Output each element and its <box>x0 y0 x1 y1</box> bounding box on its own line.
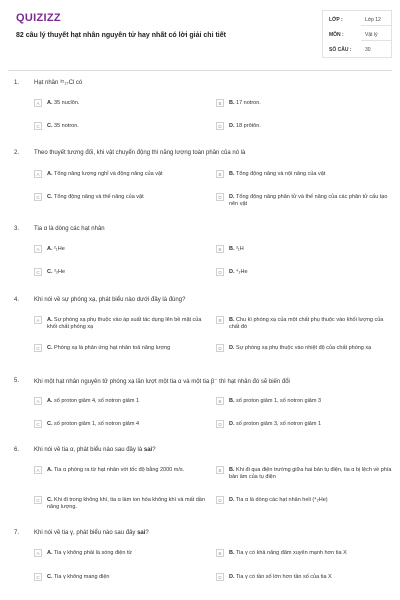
option-label: D. <box>229 574 237 580</box>
option-letter-box[interactable]: B <box>216 99 224 107</box>
option-letter-box[interactable]: C <box>34 496 42 504</box>
option-text: D. Tổng động năng phân tử và thế năng của các phân tử cấu tạo nên vật <box>229 194 388 207</box>
option-label: D. <box>229 269 237 275</box>
question-text: Hạt nhân ³⁵₁₇Cl có <box>34 80 83 86</box>
option-label: A. <box>47 398 55 404</box>
option-label: C. <box>47 345 55 351</box>
option-letter-box[interactable]: D <box>216 496 224 504</box>
option-text: A. Sự phóng xạ phụ thuộc vào áp suất tác dụng lên bề mặt của khối chất phóng xạ <box>47 317 202 330</box>
option-letter-box[interactable]: D <box>216 193 224 201</box>
option-label: B. <box>229 317 237 323</box>
option-letter-box[interactable]: B <box>216 466 224 474</box>
option-text: C. Tia γ không mang điện <box>47 574 110 580</box>
option-label: B. <box>229 550 237 556</box>
option-label: A. <box>47 467 55 473</box>
option-label: B. <box>229 246 237 252</box>
meta-key: SỐ CÂU : <box>329 47 352 53</box>
option-label: D. <box>229 123 237 129</box>
option-label: D. <box>229 497 237 503</box>
quizizz-logo: QUIZIZZ <box>16 12 61 24</box>
option-label: C. <box>47 497 55 503</box>
option-text: B. ³₁H <box>229 246 244 252</box>
option-text: A. ²₁He <box>47 246 65 252</box>
option-label: A. <box>47 246 55 252</box>
option-text: C. Khi đi trong không khí, tia α làm ion hóa không khí và mất dần năng lượng. <box>47 497 205 510</box>
option-label: D. <box>229 345 237 351</box>
question-text: Tia α là dòng các hạt nhân <box>34 226 105 232</box>
option-text: B. số proton giảm 1, số notron giảm 3 <box>229 398 322 404</box>
option-text: B. Chu kì phóng xạ của một chất phụ thuộc vào khối lượng của chất đó <box>229 317 384 330</box>
option-text: C. Tổng động năng và thế năng của vật <box>47 194 144 200</box>
question-text: Khi nói về tia γ, phát biểu nào sau đây sai? <box>34 530 149 536</box>
option-text: C. 35 notron. <box>47 123 79 129</box>
question-number: 6. <box>14 447 20 453</box>
question-number: 3. <box>14 226 20 232</box>
question-text: Khi nói về tia α, phát biểu nào sau đây là sai? <box>34 447 156 453</box>
option-label: B. <box>229 467 237 473</box>
question-number: 4. <box>14 297 20 303</box>
option-letter-box[interactable]: B <box>216 549 224 557</box>
option-letter-box[interactable]: C <box>34 344 42 352</box>
meta-key: MÔN : <box>329 32 344 38</box>
option-text: C. Phóng xạ là phản ứng hạt nhân toả năng lượng <box>47 345 171 351</box>
option-text: C. ³₂He <box>47 269 66 275</box>
option-letter-box[interactable]: A <box>34 397 42 405</box>
page-header <box>0 0 400 72</box>
option-text: A. Tia α phóng ra từ hạt nhân với tốc độ bằng 2000 m/s. <box>47 467 185 473</box>
option-label: D. <box>229 421 237 427</box>
option-text: D. Sự phóng xạ phụ thuộc vào nhiệt độ của chất phóng xạ <box>229 345 372 351</box>
meta-key: LỚP : <box>329 17 343 23</box>
option-label: A. <box>47 550 55 556</box>
option-label: C. <box>47 194 55 200</box>
option-label: C. <box>47 269 55 275</box>
option-letter-box[interactable]: C <box>34 420 42 428</box>
option-label: A. <box>47 317 55 323</box>
option-letter-box[interactable]: D <box>216 122 224 130</box>
option-letter-box[interactable]: A <box>34 466 42 474</box>
question-emphasis: sai <box>143 447 153 453</box>
option-text: D. Tia α là dòng các hạt nhân heli (⁴₂He) <box>229 497 328 503</box>
option-letter-box[interactable]: B <box>216 170 224 178</box>
option-text: A. Tia γ không phải là sóng điện từ <box>47 550 133 556</box>
option-text: D. ⁴₂He <box>229 269 248 275</box>
question-text: Khi nói về sự phóng xạ, phát biểu nào dưới đây là đúng? <box>34 297 186 303</box>
option-label: A. <box>47 100 55 106</box>
question-text: Khi một hạt nhân nguyên tử phóng xạ lần lượt một tia α và một tia β⁻ thì hạt nhân đó sẽ biến đổi <box>34 379 290 385</box>
option-letter-box[interactable]: A <box>34 549 42 557</box>
option-text: B. Tia γ có khả năng đâm xuyên mạnh hơn tia X <box>229 550 347 556</box>
option-text: B. 17 notron. <box>229 100 261 106</box>
option-label: B. <box>229 398 237 404</box>
question-text: Theo thuyết tương đối, khi vật chuyển động thì năng lượng toàn phần của nó là <box>34 150 246 156</box>
option-letter-box[interactable]: D <box>216 268 224 276</box>
option-text: A. số proton giảm 4, số notron giảm 1 <box>47 398 140 404</box>
page-title: 82 câu lý thuyết hạt nhân nguyên tử hay nhất có lời giải chi tiết <box>16 32 226 39</box>
option-letter-box[interactable]: C <box>34 268 42 276</box>
option-text: D. số proton giảm 3, số notron giảm 1 <box>229 421 322 427</box>
option-letter-box[interactable]: C <box>34 122 42 130</box>
option-text: B. Khi đi qua điện trường giữa hai bản tụ điện, tia α bị lệch về phía bản âm của tụ điện <box>229 467 392 480</box>
option-letter-box[interactable]: C <box>34 193 42 201</box>
option-letter-box[interactable]: A <box>34 316 42 324</box>
option-letter-box[interactable]: B <box>216 245 224 253</box>
option-label: C. <box>47 574 55 580</box>
option-letter-box[interactable]: D <box>216 420 224 428</box>
option-letter-box[interactable]: D <box>216 573 224 581</box>
option-text: A. Tổng năng lượng nghỉ và động năng của vật <box>47 171 163 177</box>
option-text: D. Tia γ có tần số lớn hơn tần số của tia X <box>229 574 332 580</box>
option-label: B. <box>229 171 237 177</box>
option-letter-box[interactable]: C <box>34 573 42 581</box>
option-text: A. 35 nuclôn. <box>47 100 80 106</box>
option-text: D. 18 prôtôn. <box>229 123 261 129</box>
meta-value: Lớp 12 <box>365 17 381 23</box>
option-text: C. số proton giảm 1, số notron giảm 4 <box>47 421 140 427</box>
option-letter-box[interactable]: A <box>34 245 42 253</box>
option-letter-box[interactable]: B <box>216 316 224 324</box>
option-letter-box[interactable]: A <box>34 170 42 178</box>
question-emphasis: sai <box>137 530 146 536</box>
option-letter-box[interactable]: D <box>216 344 224 352</box>
option-letter-box[interactable]: B <box>216 397 224 405</box>
option-label: A. <box>47 171 55 177</box>
question-number: 2. <box>14 150 20 156</box>
option-label: C. <box>47 123 55 129</box>
question-number: 7. <box>14 530 20 536</box>
meta-value: Vật lý <box>365 32 378 38</box>
option-label: D. <box>229 194 237 200</box>
meta-value: 30 <box>365 47 371 53</box>
question-number: 1. <box>14 80 20 86</box>
option-label: C. <box>47 421 55 427</box>
option-text: B. Tổng động năng và nội năng của vật <box>229 171 326 177</box>
option-label: B. <box>229 100 237 106</box>
question-number: 5. <box>14 378 20 384</box>
option-letter-box[interactable]: A <box>34 99 42 107</box>
header-divider <box>8 70 392 71</box>
meta-box <box>322 10 392 58</box>
